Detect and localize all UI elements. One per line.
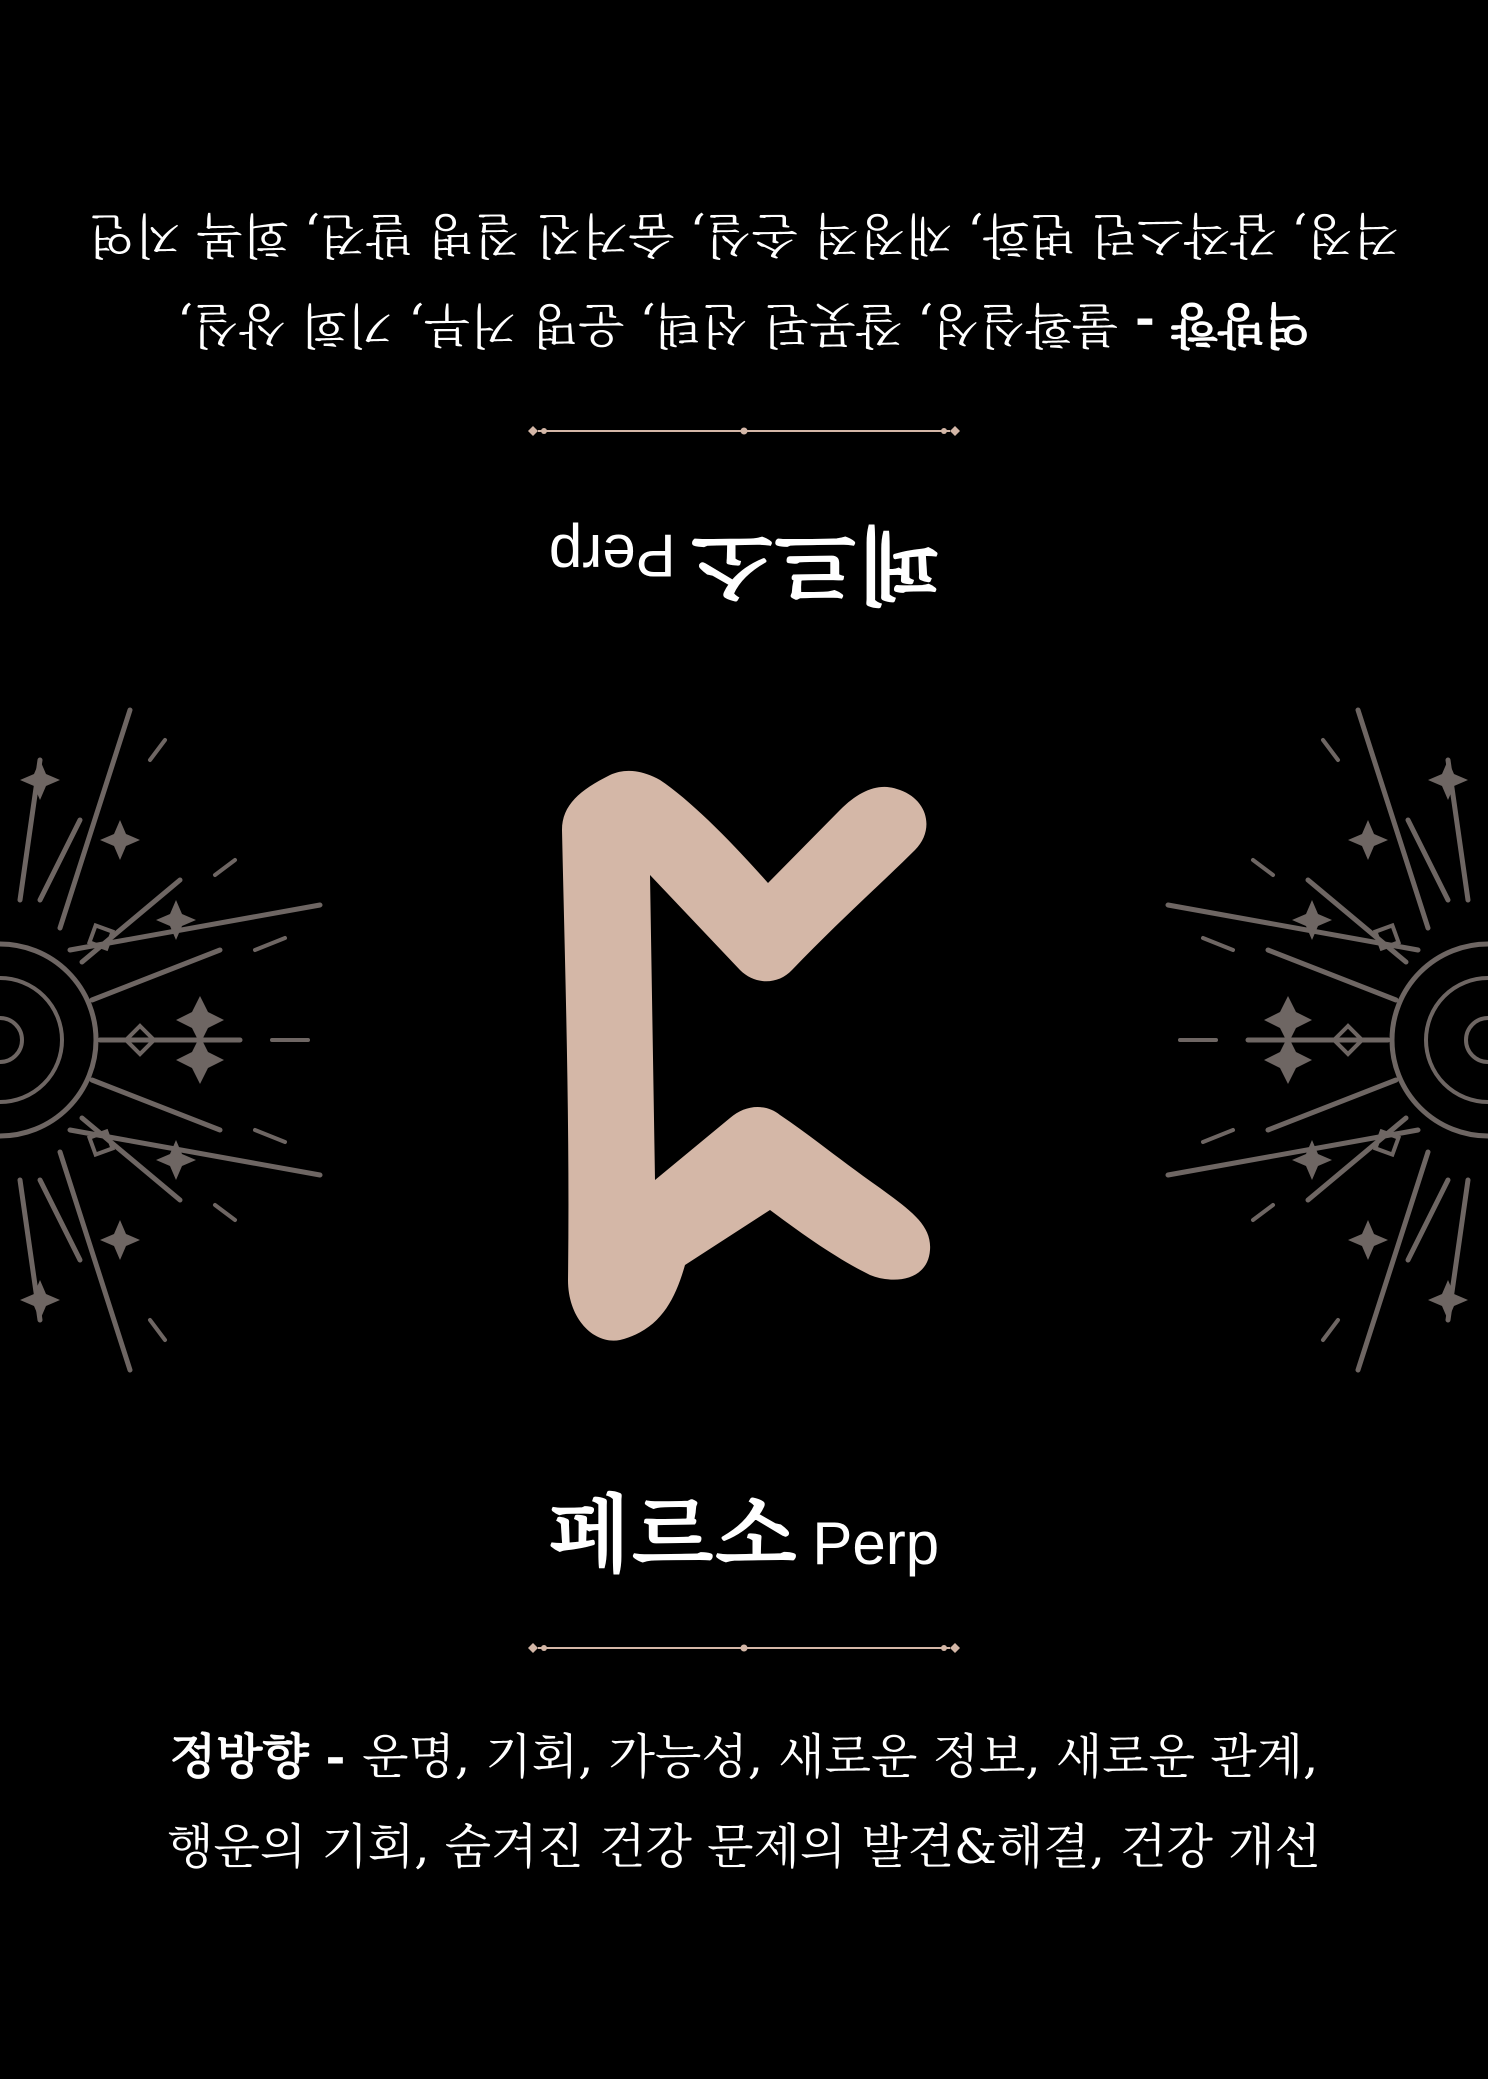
perthro-rune-icon (540, 720, 960, 1360)
upright-meaning-line2: 행운의 기회, 숨겨진 건강 문제의 발견&해결, 건강 개선 (167, 1819, 1321, 1875)
reversed-label: 역방향 - (1118, 297, 1311, 353)
reversed-title-korean: 페르소 (689, 515, 940, 613)
left-sunburst-ornament (0, 700, 340, 1380)
reversed-title (0, 510, 1488, 631)
bottom-divider (524, 1636, 964, 1660)
top-divider (524, 419, 964, 443)
reversed-meaning-line2: 걱정, 갑작스런 변화, 재정적 손실, 숨겨진 질병 발견, 회복 지연 (88, 207, 1400, 263)
rune-title (0, 1468, 1488, 1589)
upright-meaning-line1: 정방향 - 운명, 기회, 가능성, 새로운 정보, 새로운 관계, (169, 1729, 1319, 1785)
upright-meaning (80, 1712, 1408, 1892)
rune-title-korean: 페르소 (548, 1486, 799, 1584)
reversed-title-english: Perp (548, 522, 676, 589)
reversed-meaning-line1: 역방향 - 불확실성, 잘못된 선택, 운명 거부, 기회 상실, (177, 297, 1311, 353)
rune-title-english: Perp (812, 1510, 940, 1577)
right-sunburst-ornament (1148, 700, 1488, 1380)
reversed-meaning (80, 190, 1408, 370)
upright-label: 정방향 - (169, 1729, 363, 1785)
